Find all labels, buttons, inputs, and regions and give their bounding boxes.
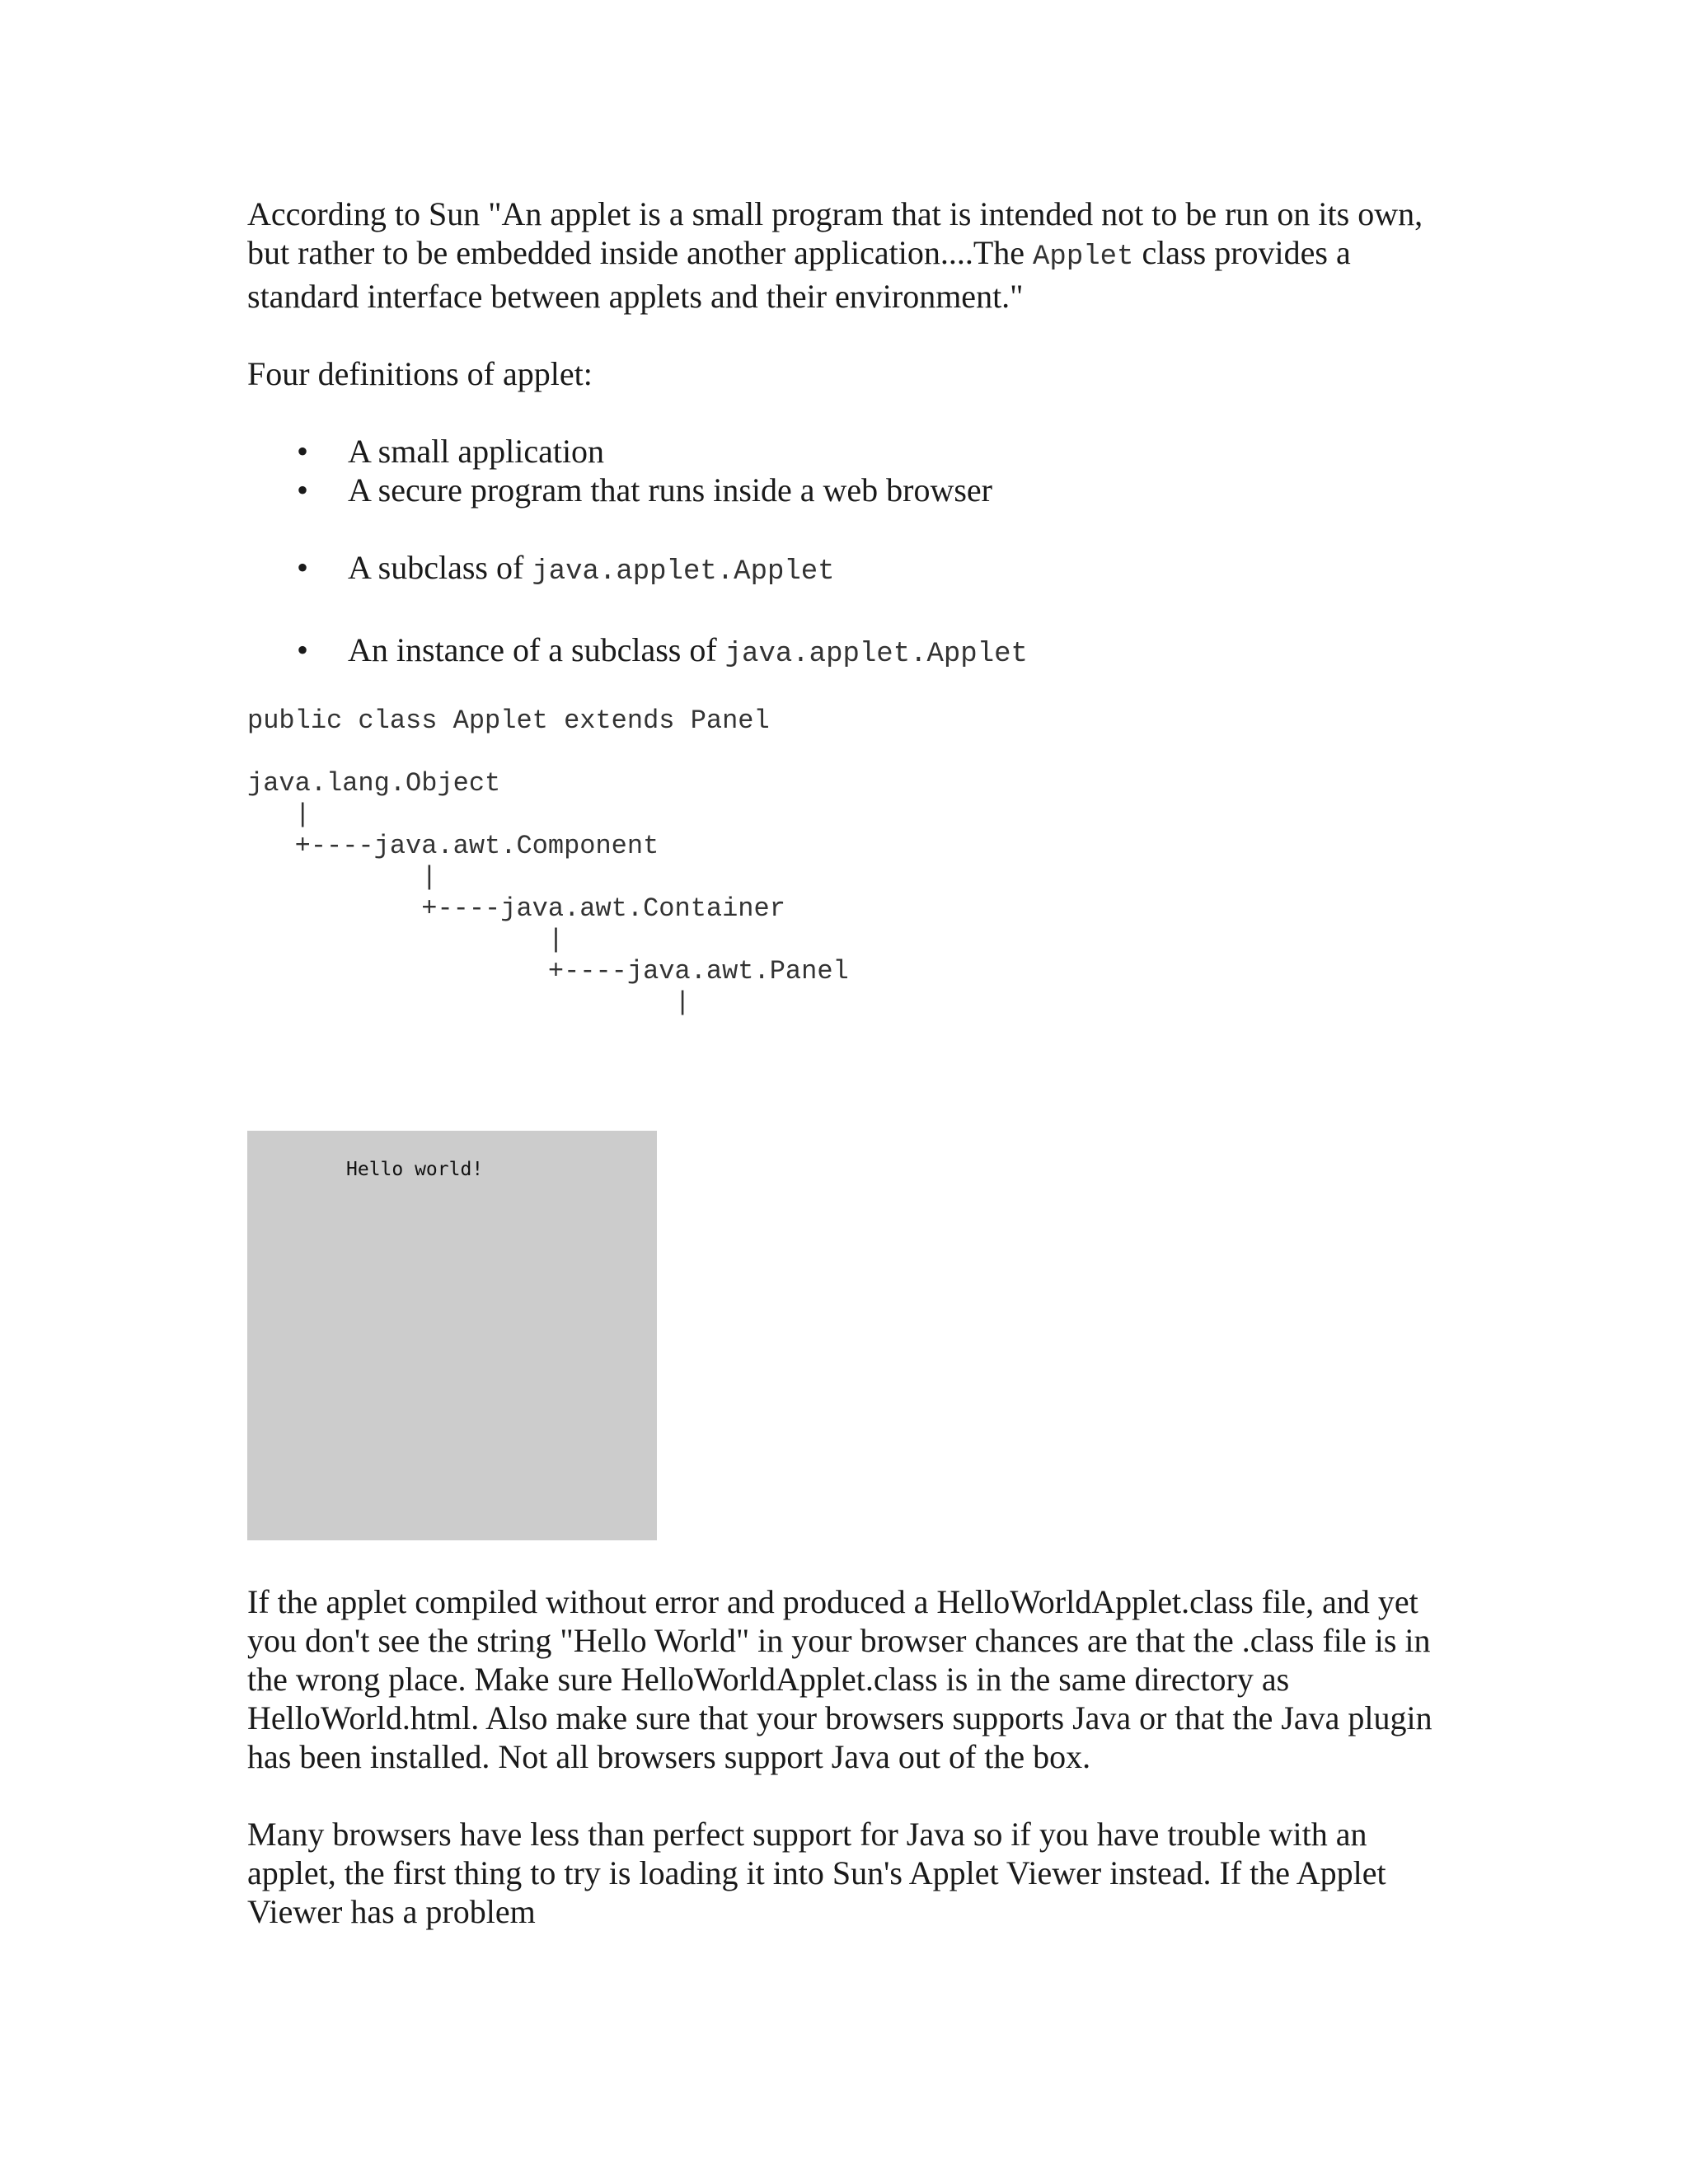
troubleshooting-section [247,1582,1459,1970]
definition-item [247,548,1459,592]
definitions-list [247,432,1459,674]
definition-code: java.applet.Applet [724,639,1028,670]
definition-text: A small application [348,433,605,470]
bullet-icon: • [297,471,309,509]
bullet-icon: • [297,549,309,586]
intro-paragraph [247,194,1459,316]
intro-text-before: According to Sun "An applet is a small program that is intended not to be run on its own, but rather to be embedded inside another application....The [247,195,1423,271]
definition-text: An instance of a subclass of [348,631,725,668]
definition-text: A secure program that runs inside a web browser [348,471,992,509]
definition-text: A subclass of [348,549,532,586]
document-body [247,194,1459,1019]
troubleshooting-paragraph-1: If the applet compiled without error and produced a HelloWorldApplet.class file, and yet you don't see the string "Hello World" in your browser chances are that the .class file is in the wrong place. Make sure HelloWorldApplet.class is in the same directory as HelloWorld.html. Also make sure that your browsers supports Java or that the Java plugin has been installed. Not all browsers support Java out of the box. [247,1583,1432,1775]
bullet-icon: • [297,433,309,470]
definition-item [247,432,1459,471]
bullet-icon: • [297,631,309,668]
applet-display-area [247,1131,657,1540]
intro-text-after: class provides a standard interface between applets and their environment." [247,234,1351,315]
definition-item [247,471,1459,509]
definition-code: java.applet.Applet [532,556,835,588]
class-declaration: public class Applet extends Panel [247,705,770,736]
class-hierarchy: java.lang.Object | +----java.awt.Component | +----java.awt.Container | +----java.awt.Panel | [247,768,849,1018]
definitions-heading: Four definitions of applet: [247,355,593,392]
troubleshooting-paragraph-2: Many browsers have less than perfect support for Java so if you have trouble with an applet, the first thing to try is loading it into Sun's Applet Viewer instead. If the Applet Viewer has a problem [247,1816,1386,1930]
applet-hello-text: Hello world! [346,1159,484,1180]
intro-code-applet: Applet [1033,241,1134,273]
definition-item [247,630,1459,674]
